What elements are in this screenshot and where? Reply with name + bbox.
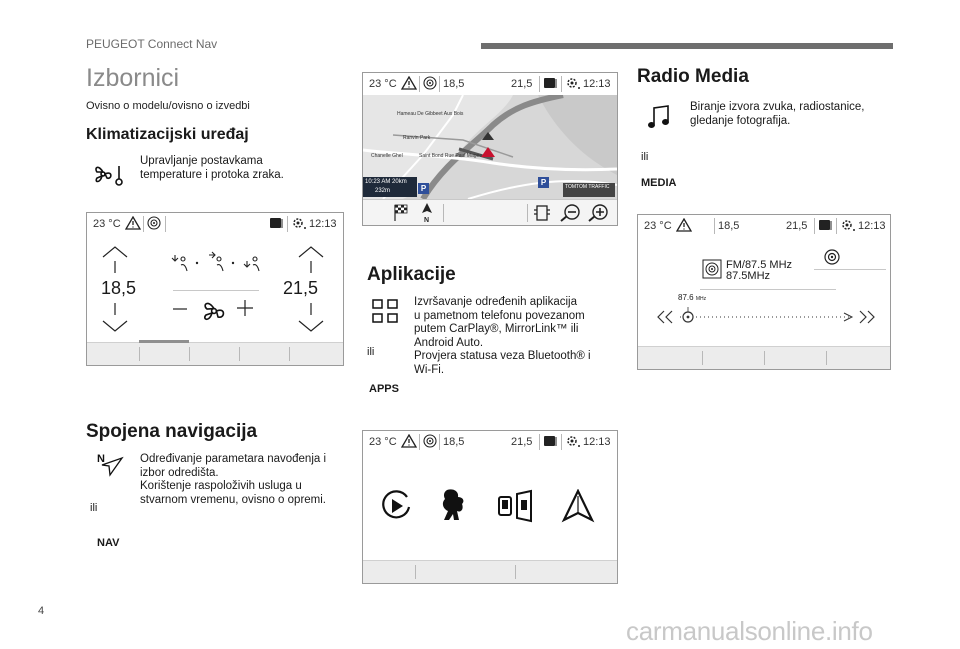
north-compass-icon[interactable]	[419, 202, 435, 224]
frequency-tuner[interactable]	[654, 307, 878, 327]
radio-desc: Biranje izvora zvuka, radiostanice, gledanje fotografija.	[690, 101, 865, 127]
media-button-label: MEDIA	[641, 177, 677, 189]
status-bar: 23 °C 18,5 21,5 12:13	[369, 436, 611, 448]
nav-icon	[96, 451, 126, 477]
page-subtitle: Ovisno o modelu/ovisno o izvedbi	[86, 100, 250, 112]
climate-footer	[87, 342, 343, 365]
apps-desc: Izvršavanje određenih aplikacija u pametnom telefonu povezanom putem CarPlay®, MirrorLink™ ili Android Auto. Provjera statusa veza Bluetooth® i Wi-Fi.	[414, 296, 591, 376]
android-auto-icon[interactable]	[561, 489, 595, 523]
page-title: Izbornici	[86, 64, 180, 92]
connectivity-icon	[423, 434, 437, 448]
climate-screen	[86, 212, 344, 366]
parking-icon: P	[538, 177, 549, 188]
brand-header: PEUGEOT Connect Nav	[86, 37, 218, 51]
warning-icon	[401, 76, 417, 90]
header-bar	[481, 43, 893, 49]
settings-icon	[840, 218, 856, 232]
apps-screen	[362, 430, 618, 584]
parking-icon: P	[418, 183, 429, 194]
radio-screen	[637, 214, 891, 370]
status-bar: 23 °C 12:13	[93, 218, 337, 230]
fan-minus-button[interactable]	[171, 301, 189, 317]
apps-footer	[363, 560, 617, 583]
status-bar: 23 °C 18,5 21,5 12:13	[369, 78, 611, 90]
warning-icon	[125, 216, 141, 230]
connectivity-icon	[147, 216, 161, 230]
fan-plus-button[interactable]	[235, 297, 255, 319]
navigation-ili: ili	[90, 502, 98, 514]
navigation-desc: Određivanje parametara navođenja i izbor odredišta. Korištenje raspoloživih usluga u stvarnom vremenu, ovisno o opremi.	[140, 453, 327, 506]
page-number: 4	[38, 605, 45, 617]
airflow-mode-icons[interactable]	[169, 251, 265, 275]
nav-toolbar	[363, 199, 617, 226]
station-icon	[702, 259, 722, 279]
watermark: carmanualsonline.info	[626, 616, 873, 646]
phone-icon	[543, 434, 559, 448]
radio-ili: ili	[641, 151, 649, 163]
peugeot-lion-icon[interactable]	[437, 487, 469, 523]
carplay-icon[interactable]	[379, 489, 413, 523]
radio-footer	[638, 346, 890, 369]
radio-title: Radio Media	[637, 66, 749, 87]
map-layers-icon[interactable]	[533, 204, 551, 222]
settings-icon	[565, 76, 581, 90]
traffic-badge: TOMTOM TRAFFIC	[563, 183, 615, 197]
mirrorlink-icon[interactable]	[497, 489, 535, 523]
navigation-screen: 23 °C 18,5 21,5 12:13 Hameau De Gibbeet Aux Bois Ranvin Park Chanelle Ghel Saint Bond Rue Paul Magee 10:23 AM 20km 232m P P TOMTOM TRAFFIC N	[362, 72, 618, 226]
svg-text:N: N	[424, 217, 430, 224]
apps-ili: ili	[367, 346, 375, 358]
frequency-readout: 87.6 MHz	[678, 293, 707, 302]
music-note-icon	[647, 104, 671, 130]
navigation-title: Spojena navigacija	[86, 421, 258, 442]
phone-icon	[269, 216, 285, 230]
climate-title: Klimatizacijski uređaj	[86, 126, 249, 143]
apps-title: Aplikacije	[367, 264, 456, 285]
zoom-in-icon[interactable]	[587, 203, 609, 223]
zoom-out-icon[interactable]	[559, 203, 581, 223]
phone-icon	[818, 218, 834, 232]
connectivity-icon	[423, 76, 437, 90]
climate-desc: Upravljanje postavkama temperature i protoka zraka.	[140, 155, 284, 181]
fan-icon	[199, 297, 229, 325]
radio-source-icon[interactable]	[824, 249, 840, 265]
settings-icon	[565, 434, 581, 448]
climate-icon	[92, 160, 126, 188]
status-bar: 23 °C 18,5 21,5 12:13	[644, 220, 886, 232]
nav-info-panel: 10:23 AM 20km 232m	[363, 177, 417, 197]
right-temp: 21,5	[283, 278, 319, 298]
phone-icon	[543, 76, 559, 90]
apps-grid-icon	[371, 298, 401, 326]
destination-flag-icon[interactable]	[393, 204, 409, 222]
left-temp: 18,5	[101, 278, 137, 298]
warning-icon	[401, 434, 417, 448]
settings-icon	[291, 216, 307, 230]
station-info: FM/87.5 MHz 87.5MHz	[726, 259, 793, 282]
apps-button-label: APPS	[369, 383, 399, 395]
warning-icon	[676, 218, 692, 232]
svg-text:N: N	[97, 453, 105, 465]
nav-button-label: NAV	[97, 537, 120, 549]
